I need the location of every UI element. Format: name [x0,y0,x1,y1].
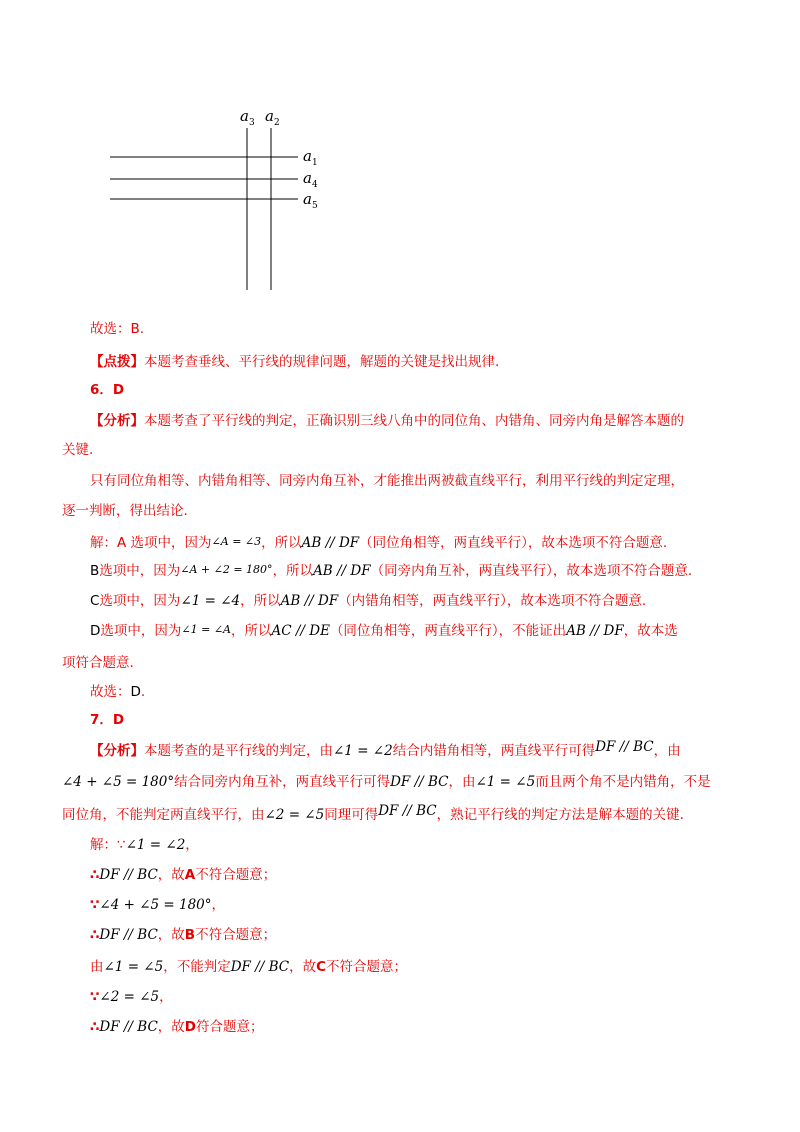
q6-solution-d: D选项中，因为∠1 = ∠A，所以AC // DE（同位角相等，两直线平行），不能证出AB // DF，故本选 [90,623,678,639]
q6-solution-d-2: 项符合题意. [62,655,134,671]
q5-answer: 故选：B. [90,321,145,337]
q7-analysis-1: 【分析】本题考查的是平行线的判定，由∠1 = ∠2结合内错角相等，两直线平行可得DF // BC，由 [90,739,681,759]
q7-analysis-3: 同位角，不能判定两直线平行，由∠2 = ∠5同理可得DF // BC，熟记平行线的判定方法是解本题的关键. [62,803,684,823]
q5-tip: 【点拨】本题考查垂线、平行线的规律问题，解题的关键是找出规律. [90,354,500,370]
q6-answer: 故选：D. [90,684,146,700]
lines-diagram [0,0,800,300]
q7-step-7: ∴DF // BC，故D符合题意； [90,1019,264,1035]
q6-analysis-1: 【分析】本题考查了平行线的判定，正确识别三线八角中的同位角、内错角、同旁内角是解答本题的 [90,413,684,429]
q6-solution-a: 解：A 选项中，因为∠A = ∠3，所以AB // DF（同位角相等，两直线平行），故本选项不符合题意. [90,535,668,551]
q6-solution-c: C选项中，因为∠1 = ∠4，所以AB // DF（内错角相等，两直线平行），故本选项不符合题意. [90,593,647,609]
q7-analysis-2: ∠4 + ∠5 = 180°结合同旁内角互补，两直线平行可得DF // BC，由∠1 = ∠5而且两个角不是内错角，不是 [62,774,711,790]
label-a3: $a_3$ [240,107,255,128]
label-a4: $a_4$ [303,169,318,190]
q7-number: 7．D [90,712,125,728]
q6-method-1: 只有同位角相等、内错角相等、同旁内角互补，才能推出两被截直线平行，利用平行线的判定定理， [90,473,684,489]
label-a5: $a_5$ [303,190,318,211]
q7-step-4: ∴DF // BC，故B不符合题意； [90,927,277,943]
q7-step-2: ∴DF // BC，故A不符合题意； [90,867,277,883]
q7-step-6: ∵∠2 = ∠5， [90,989,173,1005]
q6-method-2: 逐一判断，得出结论. [62,503,188,519]
q7-step-3: ∵∠4 + ∠5 = 180°， [90,897,226,913]
q7-step-5: 由∠1 = ∠5，不能判定DF // BC，故C不符合题意； [90,959,407,975]
label-a2: $a_2$ [265,107,280,128]
q7-step-1: 解：∵∠1 = ∠2， [90,837,199,853]
q6-solution-b: B选项中，因为∠A + ∠2 = 180°，所以AB // DF（同旁内角互补，两直线平行），故本选项不符合题意. [90,563,693,579]
label-a1: $a_1$ [303,147,318,168]
q6-analysis-2: 关键. [62,442,94,458]
q6-number: 6．D [90,382,125,398]
